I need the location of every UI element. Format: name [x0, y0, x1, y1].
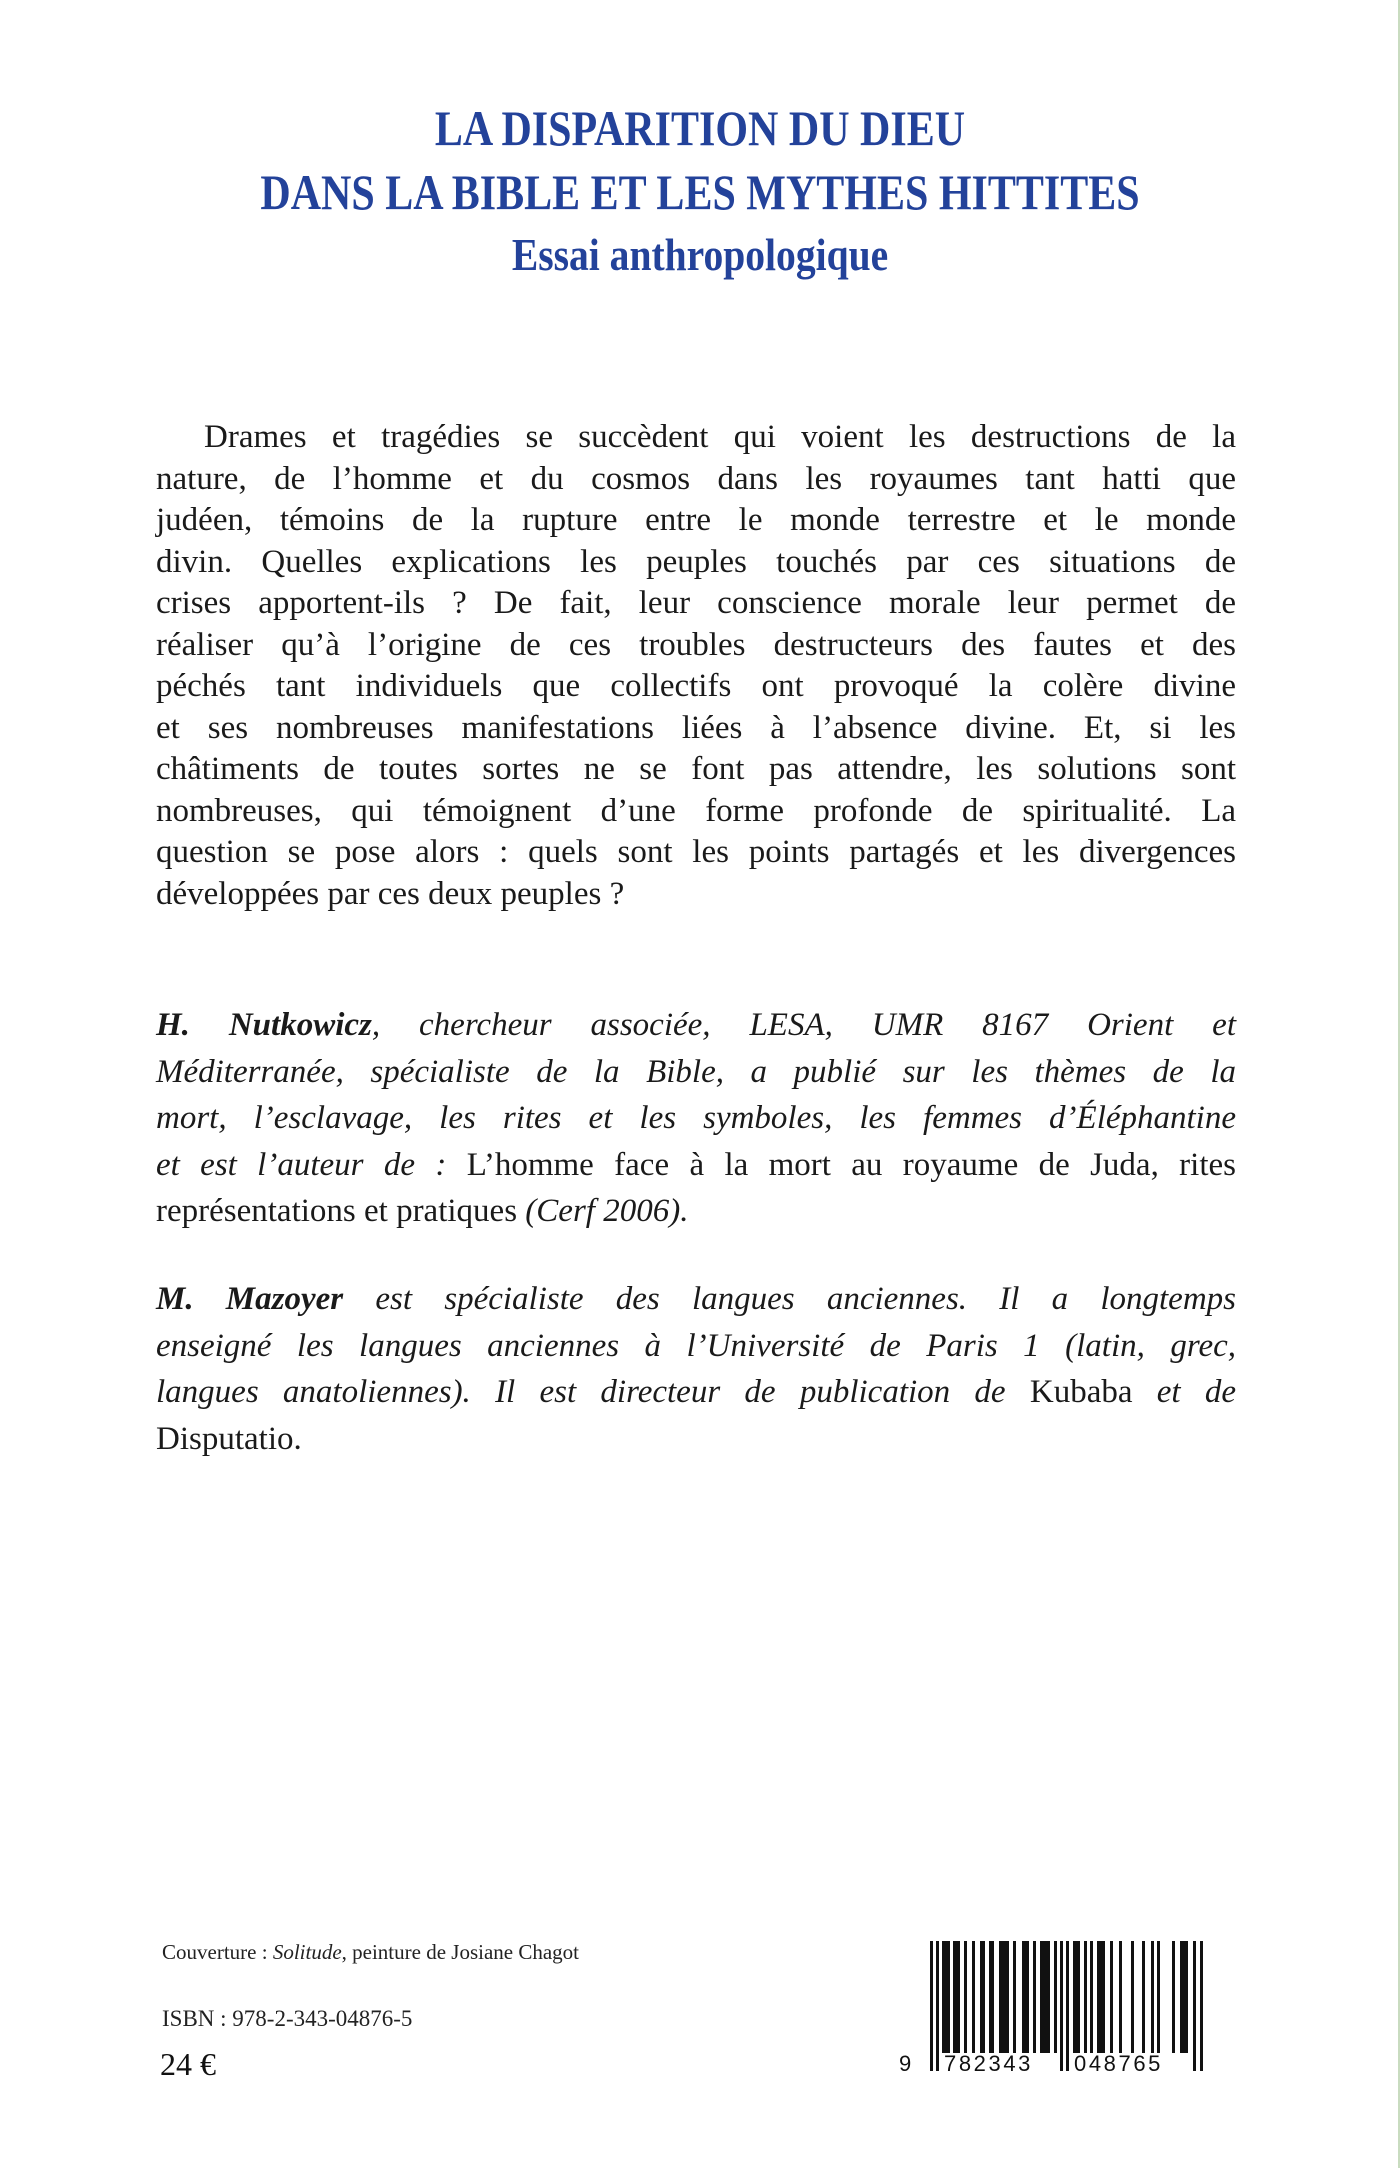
cover-credit-prefix: Couverture :: [162, 1940, 273, 1964]
book-title-block: [0, 96, 1400, 286]
summary-line: divin. Quelles explications les peuples touchés par ces situations de: [156, 543, 1236, 580]
barcode-digits-left: 782343: [944, 2051, 1034, 2076]
bio-line: [156, 1188, 1236, 1235]
bio-text: langues anatoliennes). Il est directeur de publication de: [156, 1374, 1030, 1410]
price-label: 24 €: [160, 2046, 216, 2082]
bio-text: et de: [1132, 1374, 1236, 1410]
bio-line: enseigné les langues anciennes à l’Université de Paris 1 (latin, grec,: [156, 1327, 1236, 1364]
book-subtitle: Essai anthropologique: [511, 229, 889, 280]
summary-paragraph: [156, 417, 1236, 915]
bio-text: , chercheur associée, LESA, UMR 8167 Orient et: [371, 1007, 1236, 1043]
bio-line: mort, l’esclavage, les rites et les symboles, les femmes d’Éléphantine: [156, 1100, 1236, 1136]
bio-text: et est l’auteur de :: [156, 1146, 467, 1183]
book-title-line-1: LA DISPARITION DU DIEU: [434, 100, 966, 156]
summary-line: développées par ces deux peuples ?: [156, 875, 625, 912]
summary-line: judéen, témoins de la rupture entre le monde terrestre et le monde: [156, 502, 1236, 538]
journal-name-disputatio: Disputatio.: [156, 1420, 302, 1457]
barcode-icon: [895, 1938, 1215, 2078]
barcode-digits-right: 048765: [1074, 2051, 1164, 2076]
summary-line: question se pose alors : quels sont les points partagés et les divergences: [156, 834, 1236, 870]
journal-name-kubaba: Kubaba: [1029, 1374, 1133, 1410]
bio-line: [156, 1369, 1236, 1416]
bio-line: Méditerranée, spécialiste de la Bible, a publié sur les thèmes de la: [156, 1053, 1236, 1090]
summary-line: Drames et tragédies se succèdent qui voient les destructions de la: [204, 419, 1236, 455]
author-bio-nutkowicz: [156, 1002, 1236, 1235]
bio-line: [156, 1276, 1236, 1323]
summary-line: péchés tant individuels que collectifs ont provoqué la colère divine: [156, 668, 1236, 704]
summary-line: réaliser qu’à l’origine de ces troubles destructeurs des fautes et des: [156, 626, 1236, 663]
book-reference-title: représentations et pratiques: [156, 1193, 526, 1229]
bio-line: [156, 1002, 1236, 1049]
book-title-line-2: DANS LA BIBLE ET LES MYTHES HITTITES: [260, 164, 1140, 220]
bio-text: est spécialiste des langues anciennes. Il a longtemps: [343, 1281, 1236, 1317]
summary-line: et ses nombreuses manifestations liées à l’absence divine. Et, si les: [156, 709, 1236, 746]
summary-line: nombreuses, qui témoignent d’une forme profonde de spiritualité. La: [156, 792, 1236, 829]
summary-line: châtiments de toutes sortes ne se font pas attendre, les solutions sont: [156, 751, 1236, 787]
isbn-barcode: [895, 1938, 1215, 2078]
book-reference-title: L’homme face à la mort au royaume de Juda, rites: [466, 1146, 1236, 1183]
isbn-label: ISBN : 978-2-343-04876-5: [162, 2006, 413, 2031]
cover-credit: [162, 1940, 579, 1965]
summary-line: crises apportent-ils ? De fait, leur conscience morale leur permet de: [156, 585, 1236, 621]
book-reference-publisher: (Cerf 2006).: [525, 1193, 689, 1229]
bio-line: [156, 1142, 1236, 1189]
author-bio-mazoyer: [156, 1276, 1236, 1462]
cover-artwork-title: Solitude: [272, 1940, 342, 1964]
cover-credit-suffix: , peinture de Josiane Chagot: [341, 1940, 579, 1964]
summary-line: nature, de l’homme et du cosmos dans les royaumes tant hatti que: [156, 460, 1236, 497]
author-name-mazoyer: M. Mazoyer: [156, 1281, 344, 1317]
barcode-digit-prefix: 9: [899, 2051, 912, 2076]
author-name-nutkowicz: H. Nutkowicz: [156, 1007, 372, 1043]
